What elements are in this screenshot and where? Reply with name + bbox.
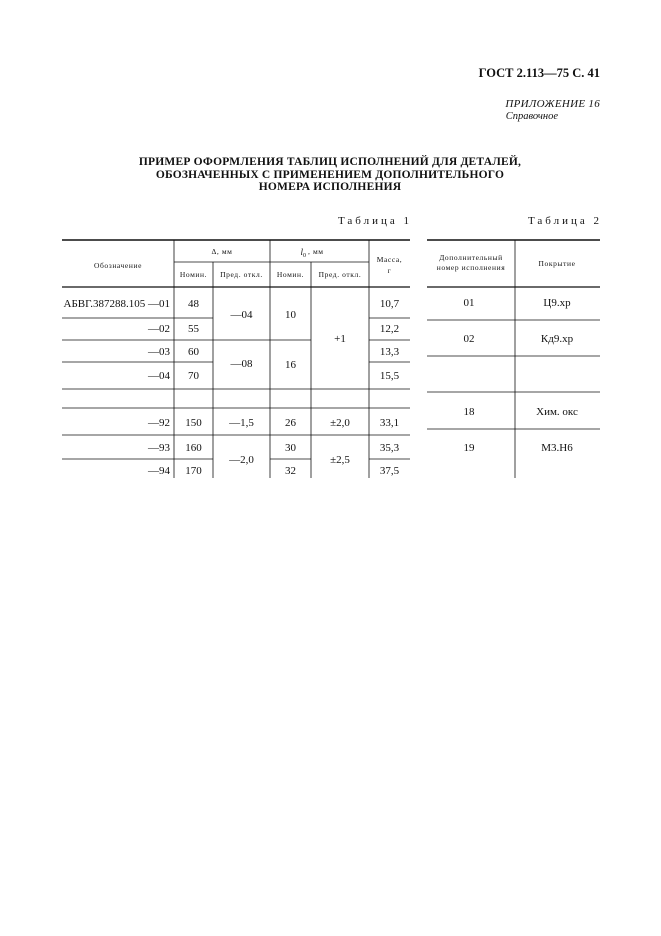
l-tolerance-merged: ±2,0 xyxy=(330,417,350,429)
table1-header-d-tolerance: Пред. откл. xyxy=(220,270,263,279)
mass-cell: 15,5 xyxy=(379,370,400,382)
l-nominal-cell: 32 xyxy=(285,465,296,477)
number-cell: 02 xyxy=(463,333,475,345)
table1-header-d-nominal: Номин. xyxy=(179,270,208,279)
designation-cell: —03 xyxy=(148,346,170,358)
l-tolerance-merged: ±2,5 xyxy=(330,454,350,466)
table1-row xyxy=(147,465,400,477)
d-tolerance-merged: —04 xyxy=(230,309,253,321)
l-tolerance-merged: +1 xyxy=(334,333,346,345)
d-nominal-cell: 55 xyxy=(188,323,199,335)
table2-header-number-line2: номер исполнения xyxy=(436,263,506,272)
designation-cell: —92 xyxy=(148,417,170,429)
d-nominal-cell: 70 xyxy=(188,370,199,382)
d-nominal-cell: 60 xyxy=(188,346,199,358)
table1-header-l-tolerance: Пред. откл. xyxy=(318,270,362,279)
mass-cell: 12,2 xyxy=(379,323,400,335)
designation-cell: —94 xyxy=(148,465,170,477)
title-line: ПРИМЕР ОФОРМЛЕНИЯ ТАБЛИЦ ИСПОЛНЕНИЙ ДЛЯ ДЕТАЛЕЙ, xyxy=(138,156,522,168)
d-nominal-cell: 160 xyxy=(185,442,202,454)
appendix-note: Справочное xyxy=(505,111,558,122)
table2-row xyxy=(464,442,574,454)
table1-header-designation: Обозначение xyxy=(93,261,143,270)
table1-row xyxy=(147,417,399,429)
l-subscript: 0 xyxy=(303,253,306,259)
table1-row xyxy=(147,346,400,371)
l-symbol: l xyxy=(300,247,303,257)
table1-header-l xyxy=(300,247,306,259)
page-header: ГОСТ 2.113—75 С. 41 xyxy=(478,66,600,80)
table1-row xyxy=(147,442,400,454)
table1-row xyxy=(147,323,399,335)
table2-caption: Таблица 2 xyxy=(527,215,602,227)
d-nominal-cell: 48 xyxy=(188,298,199,310)
title-line: ОБОЗНАЧЕННЫХ С ПРИМЕНЕНИЕМ ДОПОЛНИТЕЛЬНОГО xyxy=(155,168,505,181)
number-cell: 19 xyxy=(463,442,475,454)
number-cell: 18 xyxy=(463,406,475,418)
designation-cell: АБВГ.387288.105 —01 xyxy=(63,298,170,310)
table1-row xyxy=(147,370,400,382)
d-tolerance-merged: —08 xyxy=(230,358,253,370)
d-tolerance-merged: —1,5 xyxy=(229,417,254,429)
designation-cell: —93 xyxy=(148,442,170,454)
l-nominal-cell: 26 xyxy=(285,417,296,429)
table1-header-delta: Δ, мм xyxy=(211,247,233,256)
coating-cell: М3.Н6 xyxy=(541,442,573,454)
mass-cell: 10,7 xyxy=(379,298,400,310)
table1-header-mass-unit: г xyxy=(387,266,392,275)
mass-cell: 37,5 xyxy=(379,465,400,477)
table2-row xyxy=(464,333,574,345)
table2-row xyxy=(464,406,578,418)
table2-header-coating: Покрытие xyxy=(538,259,576,268)
table1-header-l-nominal: Номин. xyxy=(276,270,305,279)
l-nominal-cell: 10 xyxy=(285,309,296,321)
designation-cell: —02 xyxy=(148,323,170,335)
mass-cell: 33,1 xyxy=(379,417,400,429)
d-nominal-cell: 150 xyxy=(185,417,202,429)
table1-caption: Таблица 1 xyxy=(337,215,412,227)
coating-cell: Ц9.хр xyxy=(543,297,571,309)
d-nominal-cell: 170 xyxy=(185,465,202,477)
title-line: НОМЕРА ИСПОЛНЕНИЯ xyxy=(258,181,402,193)
table2-header-number: Дополнительный xyxy=(439,253,503,262)
appendix-label: ПРИЛОЖЕНИЕ 16 xyxy=(505,98,600,110)
table1-header-mass: Масса, xyxy=(376,255,403,264)
l-nominal-cell: 16 xyxy=(285,359,296,371)
table1-header-l-unit: , мм xyxy=(308,247,324,256)
number-cell: 01 xyxy=(463,297,475,309)
coating-cell: Кд9.хр xyxy=(540,333,574,345)
l-nominal-cell: 30 xyxy=(285,442,296,454)
coating-cell: Хим. окс xyxy=(536,406,578,418)
mass-cell: 13,3 xyxy=(379,346,400,358)
d-tolerance-merged: —2,0 xyxy=(229,454,254,466)
designation-cell: —04 xyxy=(148,370,170,382)
mass-cell: 35,3 xyxy=(379,442,400,454)
table2-row xyxy=(464,297,572,309)
